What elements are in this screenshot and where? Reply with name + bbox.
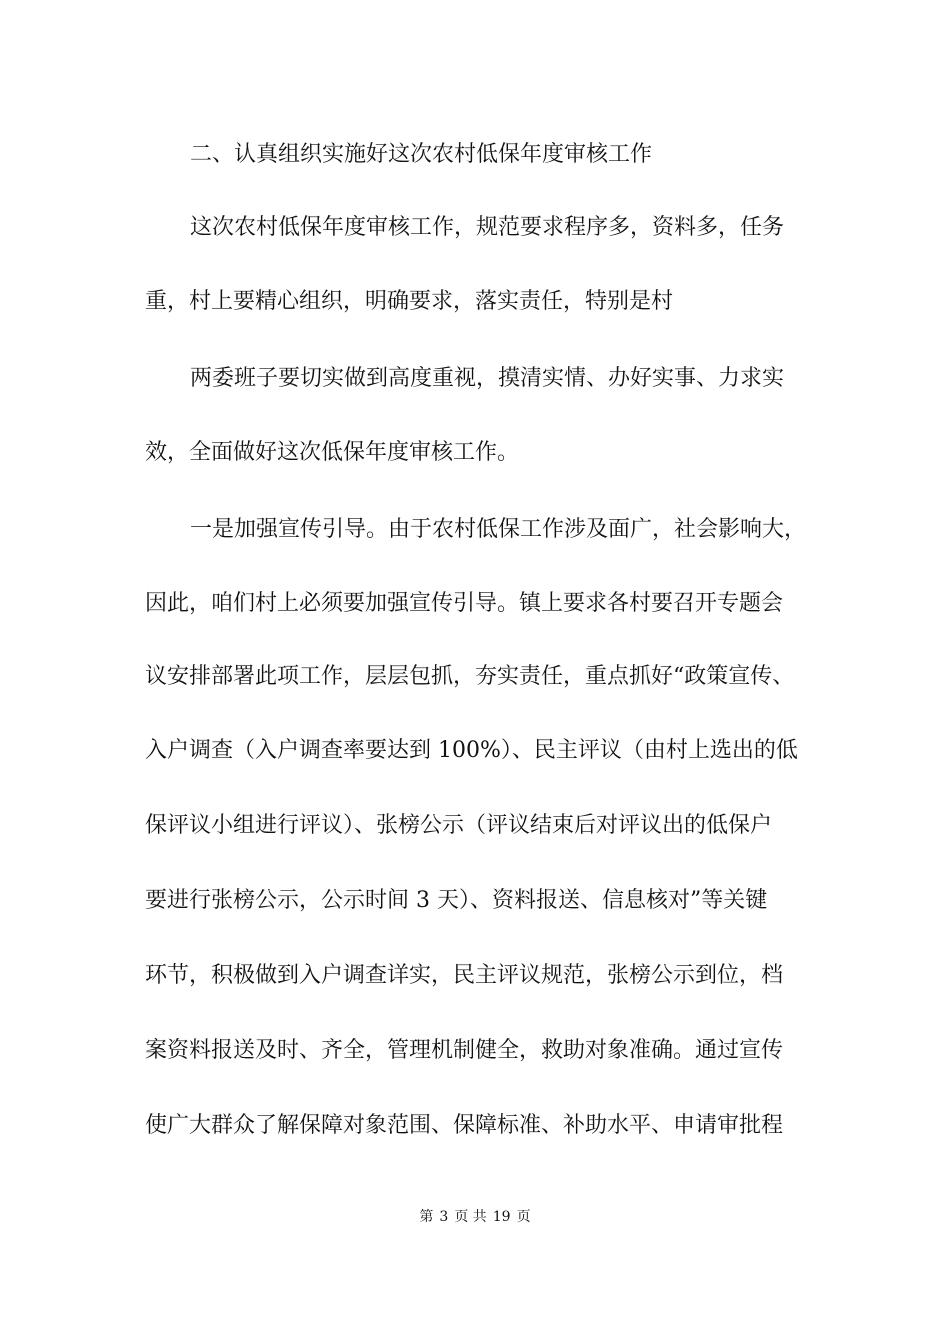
page-number-current: 3 (439, 1209, 449, 1225)
paragraph-line: 案资料报送及时、齐全，管理机制健全，救助对象准确。通过宣传 (145, 1038, 784, 1063)
paragraph-line: 保评议小组进行评议）、张榜公示（评议结束后对评议出的低保户 (145, 813, 773, 838)
paragraph-line: 一是加强宣传引导。由于农村低保工作涉及面广，社会影响大， (190, 517, 807, 542)
page-footer (0, 1208, 950, 1226)
footer-prefix: 第 (419, 1209, 434, 1225)
footer-mid: 页 共 (454, 1209, 487, 1225)
paragraph-line: 因此，咱们村上必须要加强宣传引导。镇上要求各村要召开专题会 (145, 591, 784, 616)
section-heading: 二、认真组织实施好这次农村低保年度审核工作 (190, 142, 653, 167)
paragraph-line: 要进行张榜公示，公示时间 3 天）、资料报送、信息核对”等关键 (145, 888, 768, 913)
paragraph-line: 议安排部署此项工作，层层包抓，夯实责任，重点抓好“政策宣传、 (145, 664, 795, 689)
paragraph-line: 两委班子要切实做到高度重视，摸清实情、办好实事、力求实 (190, 366, 785, 391)
paragraph-line: 环节，积极做到入户调查详实，民主评议规范，张榜公示到位，档 (145, 963, 784, 988)
page-number-total: 19 (492, 1209, 511, 1225)
paragraph-line: 重，村上要精心组织，明确要求，落实责任，特别是村 (145, 289, 674, 314)
footer-suffix: 页 (516, 1209, 531, 1225)
paragraph-line: 使广大群众了解保障对象范围、保障标准、补助水平、申请审批程 (145, 1113, 784, 1138)
paragraph-line: 入户调查（入户调查率要达到 100%）、民主评议（由村上选出的低 (145, 738, 798, 763)
paragraph-line: 效，全面做好这次低保年度审核工作。 (145, 440, 520, 465)
paragraph-line: 这次农村低保年度审核工作，规范要求程序多，资料多，任务 (190, 215, 785, 240)
